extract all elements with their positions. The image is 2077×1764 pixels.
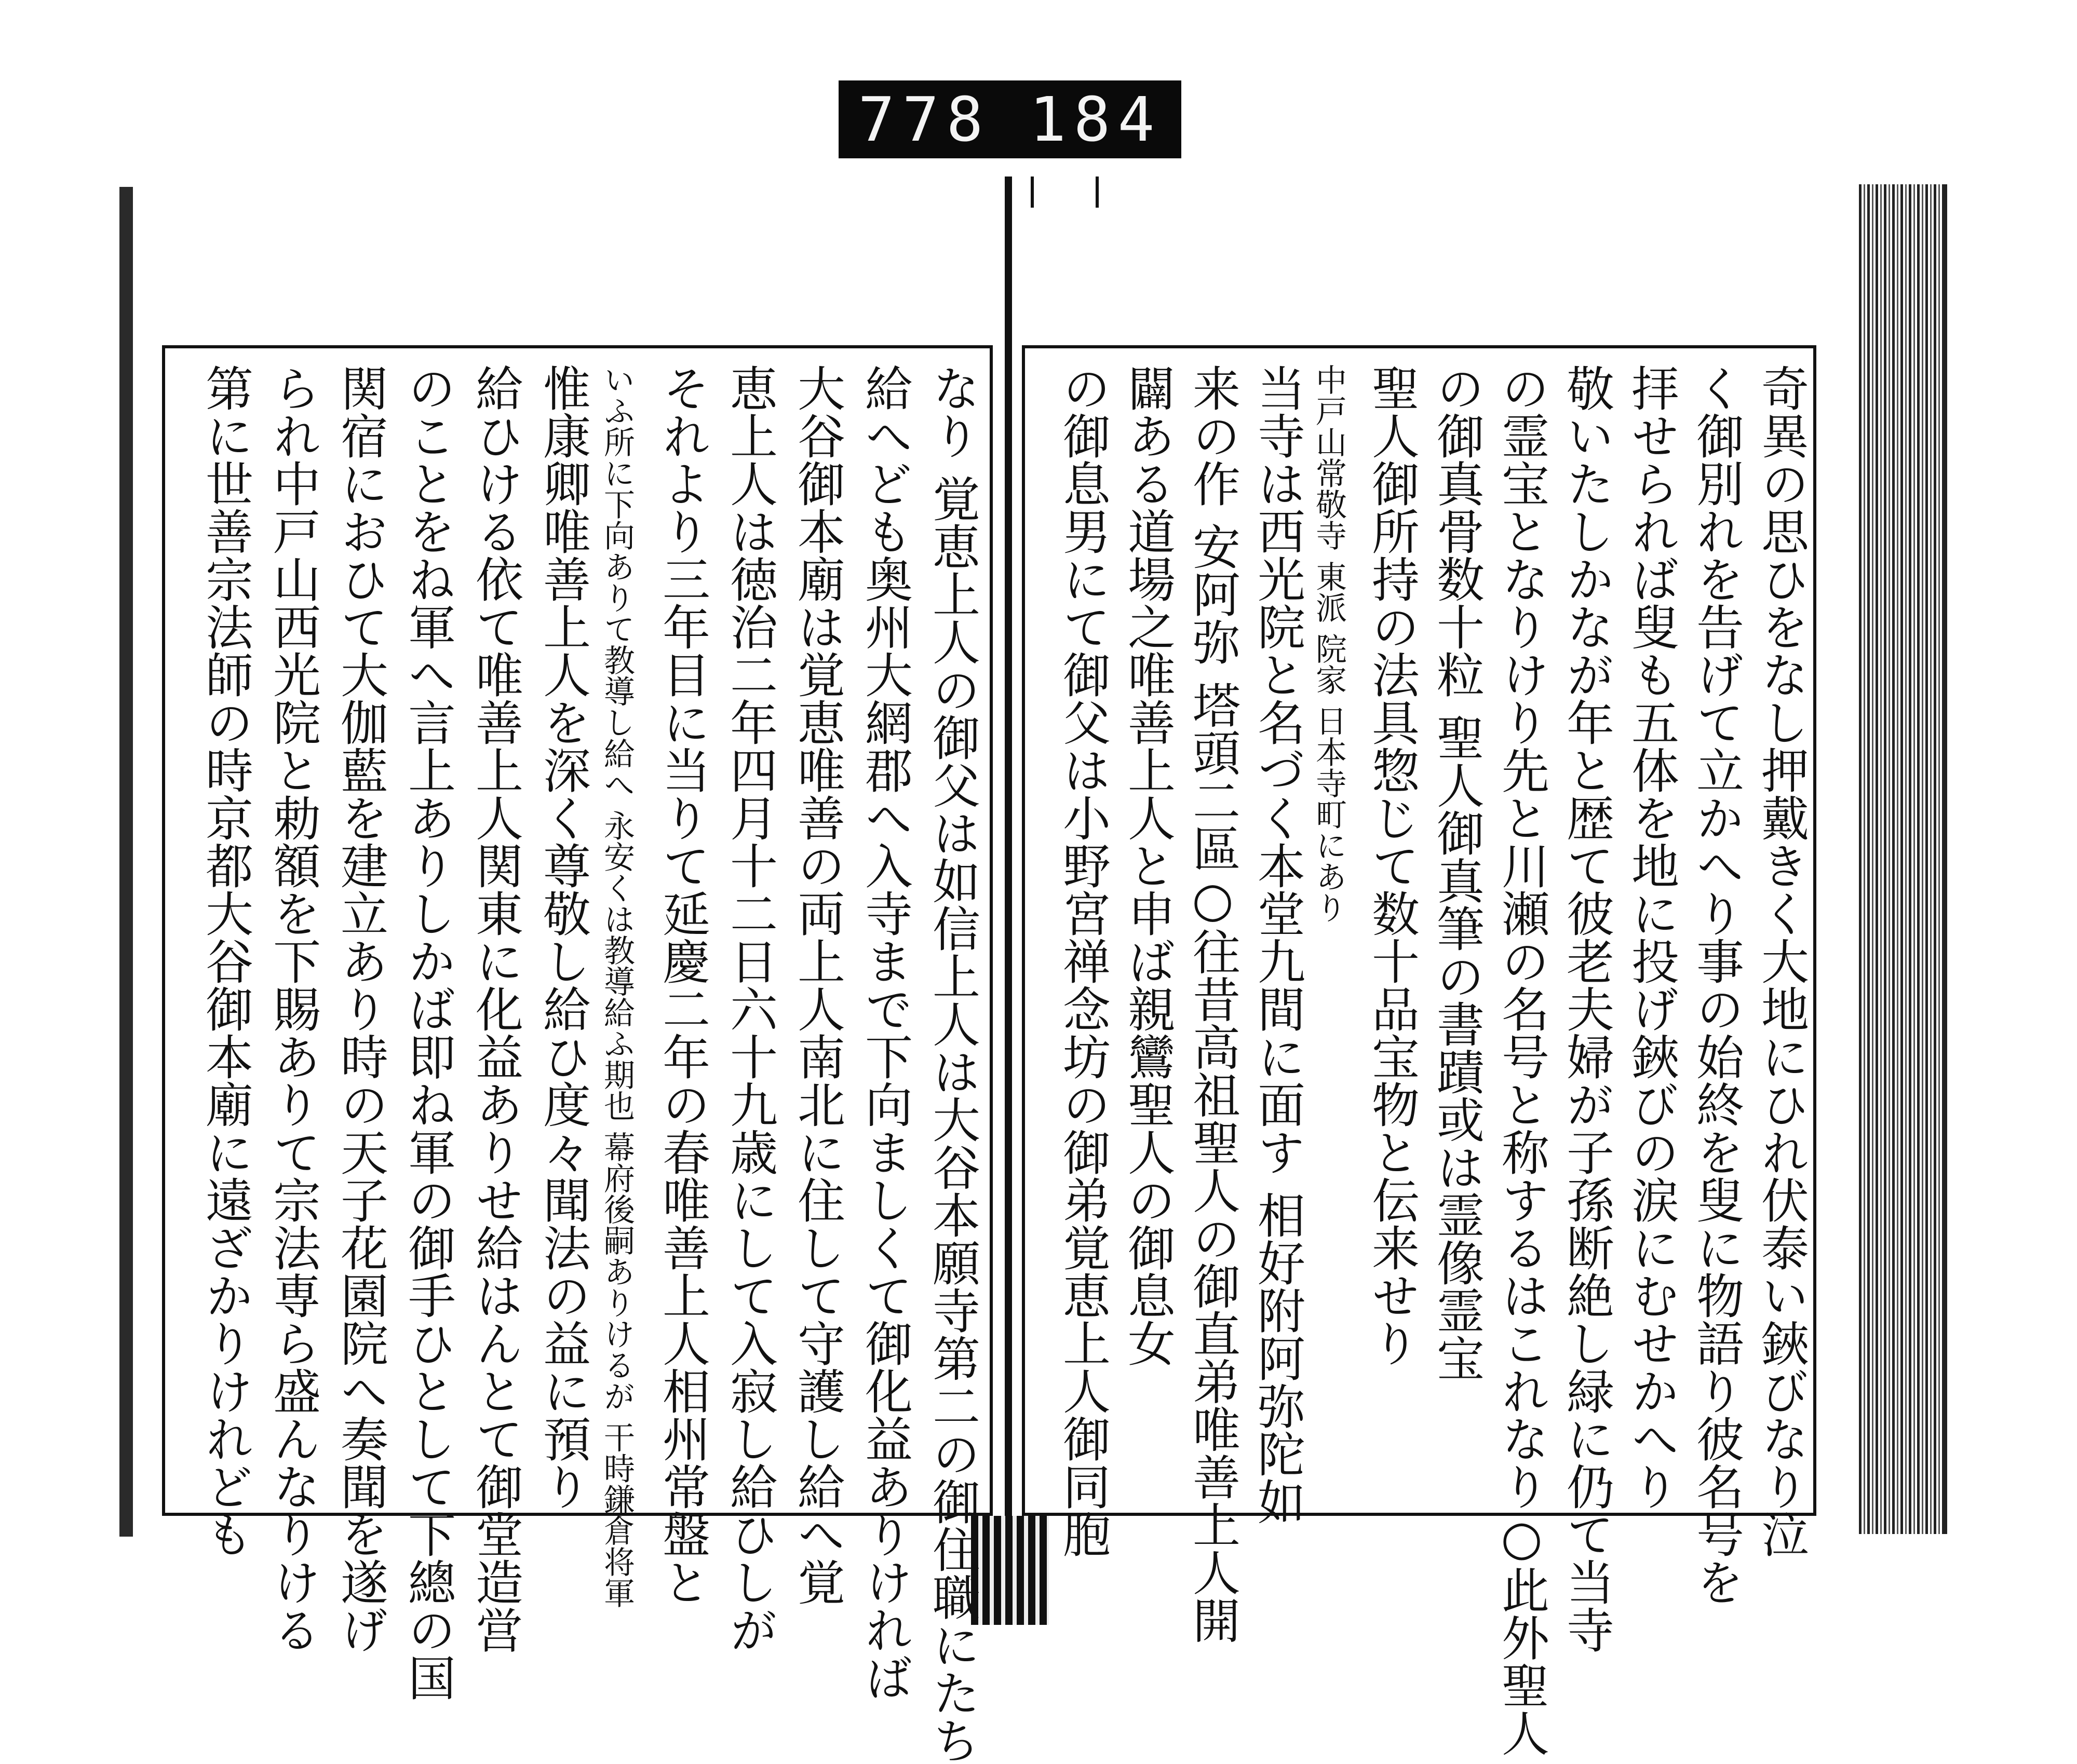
catalogue-label — [839, 80, 1181, 158]
text-column: 闢ある道場之唯善上人と申ば親鸞聖人の御息女 — [1120, 364, 1176, 1367]
catalogue-number-left: 778 — [858, 84, 991, 155]
catalogue-number-right: 184 — [1029, 84, 1162, 155]
text-column: 中戸山常敬寺 東派 院家 日本寺町にあり — [1311, 364, 1347, 924]
text-column: 聖人御所持の法具惣じて数十品宝物と伝来せり — [1364, 364, 1420, 1367]
text-column: 大谷御本廟は覚恵唯善の両上人南北に住して守護し給へ覚 — [790, 364, 845, 1606]
text-column: の霊宝となりけり先と川瀬の名号と称するはこれなり○此外聖人 — [1494, 364, 1549, 1757]
text-column: 敬いたしかなが年と歴て彼老夫婦が子孫断絶し緑に仍て当寺 — [1559, 364, 1614, 1653]
gutter — [1005, 177, 1012, 1557]
text-column: 関宿におひて大伽藍を建立あり時の天子花園院へ奏聞を遂げ — [333, 364, 388, 1653]
text-column: のことをね軍へ言上ありしかば即ね軍の御手ひとして下總の国 — [400, 364, 456, 1701]
right-text-frame — [1022, 345, 1816, 1757]
text-column: 惟康卿唯善上人を深く尊敬し給ひ度々聞法の益に預り — [535, 364, 591, 1510]
text-column: の御真骨数十粒 聖人御真筆の書蹟或は霊像霊宝 — [1429, 364, 1485, 1382]
binding-mark — [1031, 177, 1034, 208]
text-column: なり 覚恵上人の御父は如信上人は大谷本願寺第二の御住職にたち — [925, 364, 980, 1764]
gutter-stub — [971, 1516, 1049, 1625]
fore-edge — [1859, 184, 1947, 1534]
text-column: 拝せられば叟も五体を地に投げ鋏びの涙にむせかへり — [1624, 364, 1679, 1510]
text-column: 給へども奥州大網郡へ入寺まで下向ましくて御化益ありければ — [857, 364, 913, 1701]
text-column: それより三年目に当りて延慶二年の春唯善上人相州常盤と — [655, 364, 710, 1606]
text-column: 給ひける依て唯善上人関東に化益ありせ給はんとて御堂造営 — [468, 364, 523, 1653]
text-column: いふ所に下向ありて教導し給へ 永安くは教導給ふ期也 幕府後嗣ありけるが 干時鎌倉将軍 — [599, 364, 635, 1609]
text-column: 来の作 安阿弥 塔頭二區○往昔高祖聖人の御直弟唯善上人開 — [1185, 364, 1240, 1644]
text-column: の御息男にて御父は小野宮禅念坊の御弟覚恵上人御同胞 — [1055, 364, 1111, 1558]
binding-mark — [1096, 177, 1099, 208]
left-text-frame — [162, 345, 993, 1764]
text-column: 奇異の思ひをなし押戴きく大地にひれ伏泰い鋏びなり泣 — [1754, 364, 1809, 1558]
text-column: く御別れを告げて立かへり事の始終を叟に物語り彼名号を — [1689, 364, 1744, 1606]
text-column: 第に世善宗法師の時京都大谷御本廟に遠ざかりけれども — [198, 364, 253, 1558]
text-column: 当寺は西光院と名づく本堂九間に面す 相好附阿弥陀如 — [1250, 364, 1305, 1526]
text-column: られ中戸山西光院と勅額を下賜ありて宗法専ら盛んなりける — [265, 364, 321, 1653]
book-spread — [119, 187, 1947, 1764]
text-column: 恵上人は徳治二年四月十二日六十九歳にして入寂し給ひしが — [722, 364, 778, 1653]
